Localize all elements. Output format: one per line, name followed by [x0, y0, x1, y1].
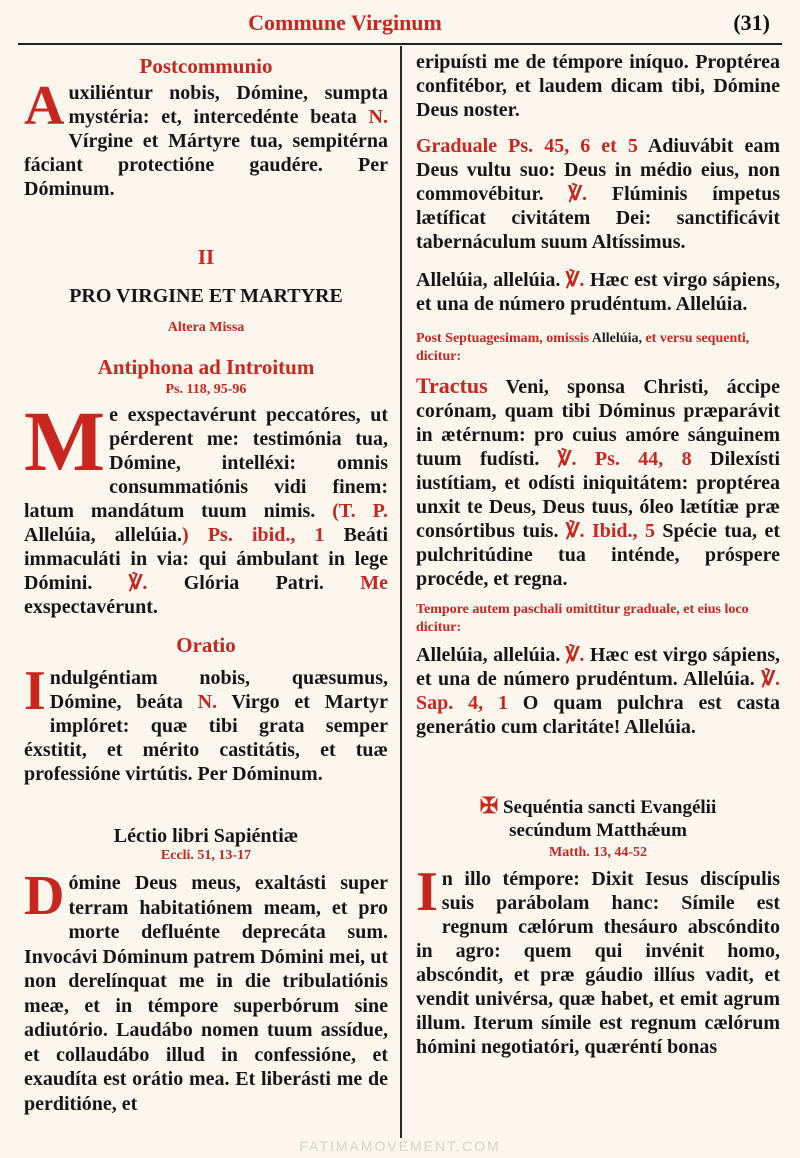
septuagesima-note: Post Septuagesimam, omissis Allelúia, et versu sequenti, dicitur:: [416, 331, 750, 364]
gospel-reference: Matth. 13, 44-52: [549, 844, 647, 860]
postcommunio-text: Auxiliéntur nobis, Dómine, sumpta mystéria: et, intercedénte beata N. Vírgine et Mártyre tua, sempitérna fáciant protectióne gaudére. Per Dóminum.: [24, 75, 388, 201]
paschal-alleluia-text: Allelúia, allelúia. ℣. Hæc est virgo sápiens, et una de número prudéntum. Allelúia. ℣. Sap. 4, 1 O quam pulchra est casta generátio cum claritáte! Allelúia.: [416, 644, 780, 738]
header-rule: [18, 43, 782, 45]
oratio-heading: Oratio: [176, 633, 236, 658]
gospel-heading-line2: secúndum Matthǽum: [509, 819, 687, 841]
graduale-text: Graduale Ps. 45, 6 et 5 Adiuvábit eam Deus vultu suo: Deus in médio eius, non commovébitur. ℣. Flúminis ímpetus lætíficat civitátem Dei: sanctificávit tabernáculum suum Altíssimus.: [416, 135, 780, 253]
gospel-text: In illo témpore: Dixit Iesus discípulis suis parábolam hanc: Símile est regnum cælórum thesáuro abscóndito in agro: quem qui invénit homo, abscóndit, et præ gáudio illíus vadit, et vendit univérsa, quæ habet, et emit agrum illum. Iterum símile est regnum cælórum hómini negotiatóri, quæréntí bonas: [416, 861, 780, 1059]
lectio-heading: Léctio libri Sapiéntiæ: [113, 825, 299, 848]
gospel-heading: ✠ Sequéntia sancti Evangélii: [479, 793, 717, 818]
section-subtitle: Altera Missa: [167, 320, 245, 336]
drop-cap: D: [24, 865, 65, 928]
postcommunio-heading: Postcommunio: [139, 54, 273, 78]
column-divider: [400, 46, 402, 1138]
introit-heading: Antiphona ad Introitum: [97, 355, 315, 380]
lectio-text: Dómine Deus meus, exaltásti super terram habitatiónem meam, et pro morte defluénte deprecáta sum. Invocávi Dóminum patrem Dómini mei, ut non derelínquat me in die tribulatiónis meæ, et in témpore superbórum sine adiutório. Laudábo nomen tuum assídue, et collaudábo illud in confessióne, et exaudíta est orátio mea. Et liberásti me de perditióne, et: [24, 865, 388, 1115]
paschal-note: Tempore autem paschali omittitur graduale, et eius loco dicitur:: [416, 602, 749, 635]
drop-cap: A: [24, 75, 65, 138]
drop-cap: I: [416, 861, 438, 924]
introit-reference: Ps. 118, 95-96: [165, 382, 247, 398]
introit-text: Me exspectavérunt peccatóres, ut pérderent me: testimónia tua, Dómine, intelléxi: omnis consummatiónis vidi finem: latum mandátum tuum nimis. (T. P. Allelúia, allelúia.) Ps. ibid., 1 Beáti immaculáti in via: qui ámbulant in lege Dómini. ℣. Glória Patri. Me exspectavérunt.: [24, 393, 388, 619]
cross-icon: ✠: [479, 793, 499, 818]
tractus-text: Tractus Veni, sponsa Christi, áccipe corónam, quam tibi Dóminus præparávit in ætérnum: pro cuius amóre sánguinem tuum fudísti. ℣. Ps. 44, 8 Dilexísti iustítiam, et odísti iniquitátem: proptérea unxit te Deus, Deus tuus, óleo lætítiæ præ consórtibus tuis. ℣. Ibid., 5 Spécie tua, et pulchritúdine tua inténde, próspere procéde, et regna.: [416, 373, 780, 590]
right-column: [416, 50, 780, 1142]
running-title: Commune Virginum: [248, 10, 442, 35]
watermark: FATIMAMOVEMENT.COM: [299, 1138, 501, 1154]
alleluia-text: Allelúia, allelúia. ℣. Hæc est virgo sápiens, et una de número prudéntum. Allelúia.: [416, 269, 780, 315]
oratio-text: Indulgéntiam nobis, quæsumus, Dómine, beáta N. Virgo et Martyr implóret: quæ tibi grata semper éxstitit, et mérito castitátis, et tuæ professióne virtútis. Per Dóminum.: [24, 660, 388, 786]
lectio-continuation: eripuísti me de témpore iníquo. Proptérea confitébor, et laudem dicam tibi, Dómine Deus noster.: [416, 51, 780, 121]
left-column: [24, 50, 388, 1142]
page-header: [0, 0, 800, 46]
lectio-reference: Eccli. 51, 13-17: [160, 848, 252, 864]
drop-cap: I: [24, 660, 46, 723]
drop-cap: M: [24, 393, 106, 490]
page-number: (31): [733, 10, 770, 35]
section-number: II: [197, 245, 215, 270]
section-title: PRO VIRGINE ET MARTYRE: [69, 285, 343, 308]
